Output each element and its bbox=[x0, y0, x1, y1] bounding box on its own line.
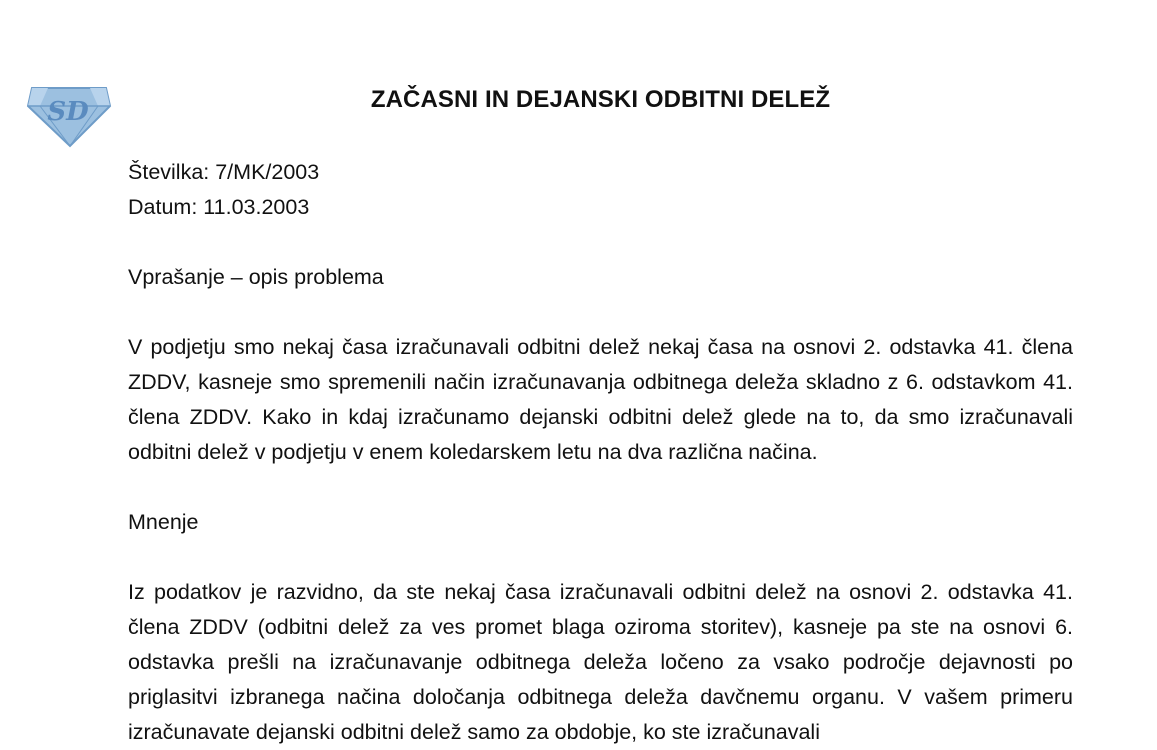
page-title: ZAČASNI IN DEJANSKI ODBITNI DELEŽ bbox=[370, 86, 831, 113]
opinion-paragraph: Iz podatkov je razvidno, da ste nekaj časa izračunavali odbitni delež na osnovi 2. odstavka 41. člena ZDDV (odbitni delež za ves promet blaga oziroma storitev), kasneje pa ste na osnovi 6. odstavka prešli na izračunavanje odbitnega deleža ločeno za vsako področje dejavnosti po priglasitvi izbranega načina določanja odbitnega deleža davčnemu organu. V vašem primeru izračunavate dejanski odbitni delež samo za obdobje, ko ste izračunavali bbox=[128, 580, 1073, 744]
logo-text: SD bbox=[47, 97, 89, 127]
question-paragraph: V podjetju smo nekaj časa izračunavali odbitni delež nekaj časa na osnovi 2. odstavka 41. člena ZDDV, kasneje smo spremenili način izračunavanja odbitnega deleža skladno z 6. odstavkom 41. člena ZDDV. Kako in kdaj izračunamo dejanski odbitni delež glede na to, da smo izračunavali odbitni delež v podjetju v enem koledarskem letu na dva različna načina. bbox=[128, 335, 1073, 464]
document-number: Številka: 7/MK/2003 bbox=[128, 160, 320, 184]
opinion-heading: Mnenje bbox=[128, 510, 199, 534]
question-heading: Vprašanje – opis problema bbox=[128, 265, 384, 289]
document-date: Datum: 11.03.2003 bbox=[128, 195, 310, 219]
document-body bbox=[128, 155, 1073, 750]
